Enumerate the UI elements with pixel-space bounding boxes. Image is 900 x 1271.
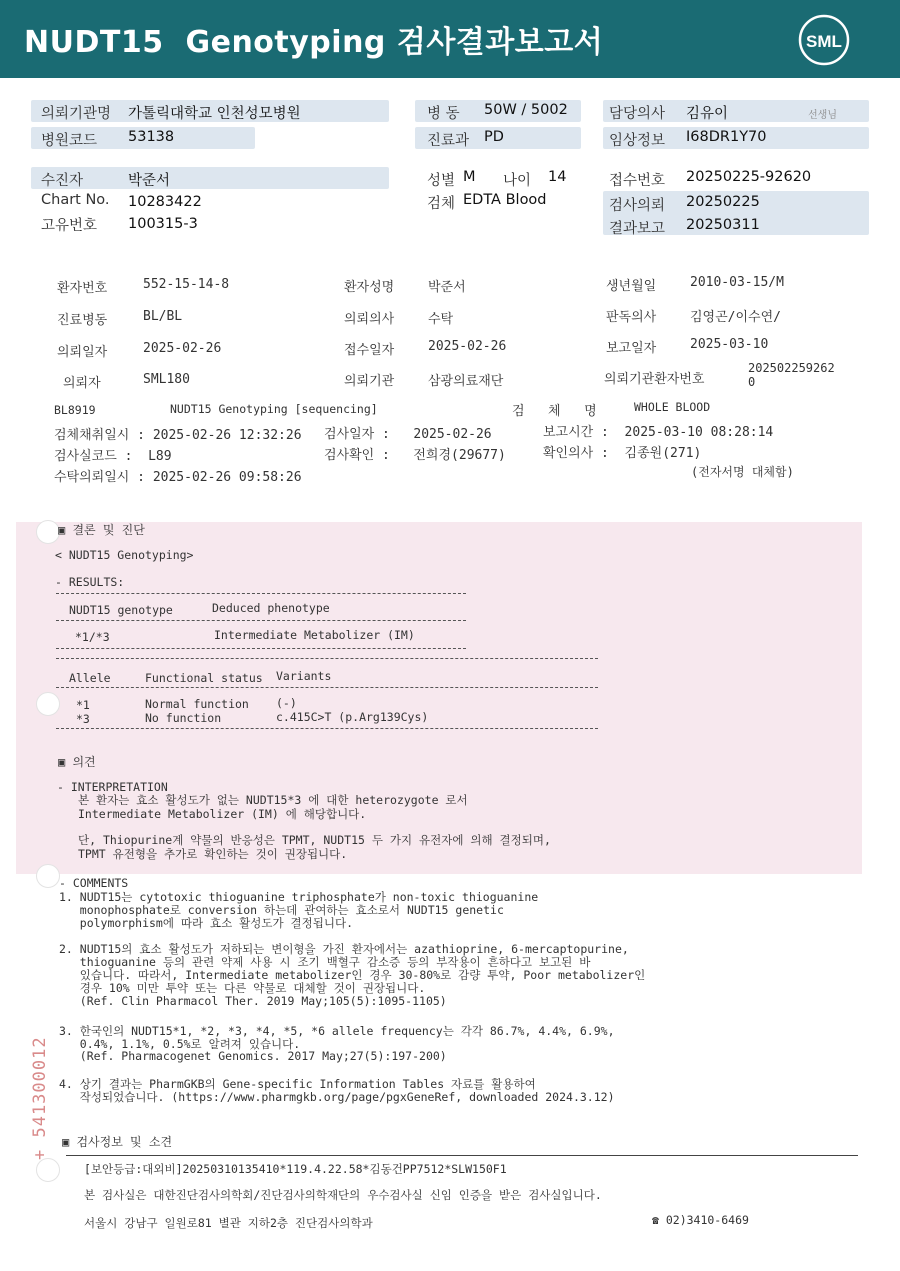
- ward-label: 병 동: [427, 106, 460, 122]
- pb-value: 2025-03-10: [690, 337, 769, 352]
- interpretation-line: Intermediate Metabolizer (IM) 에 해당합니다.: [78, 807, 367, 821]
- result-value: 20250311: [686, 217, 760, 233]
- address-line: 서울시 강남구 일원로81 별관 지하2층 진단검사의학과: [84, 1216, 373, 1230]
- pb-label: 의뢰의사: [344, 312, 395, 327]
- unique-label: 고유번호: [41, 218, 98, 234]
- sml-logo: [796, 12, 852, 68]
- test-name: NUDT15 Genotyping [sequencing]: [170, 402, 378, 416]
- phenotype-header: Deduced phenotype: [212, 601, 330, 615]
- receipt-no-value: 20250225-92620: [686, 169, 812, 185]
- clinical-label: 임상정보: [609, 133, 666, 149]
- function-value: No function: [145, 711, 222, 725]
- institution-label: 의뢰기관명: [41, 106, 112, 122]
- comment-line: 2. NUDT15의 효소 활성도가 저하되는 변이형을 가진 환자에서는 azathioprine, 6-mercaptopurine,: [59, 942, 629, 956]
- allele-value: *1: [76, 698, 90, 712]
- divider: [56, 648, 466, 649]
- field-bar: [31, 167, 389, 189]
- results-title: < NUDT15 Genotyping>: [55, 548, 194, 562]
- pb-label: 의뢰기관환자번호: [604, 372, 705, 387]
- pb-label: 의뢰자: [63, 376, 101, 391]
- esign-note: (전자서명 대체함): [691, 465, 794, 479]
- punch-hole: [36, 1158, 60, 1182]
- test-code: BL8919: [54, 403, 96, 417]
- variant-value: c.415C>T (p.Arg139Cys): [276, 710, 429, 724]
- logo-text: SML: [806, 32, 842, 51]
- specimen-label: 검체: [427, 196, 456, 212]
- collect-time: 검체채취일시 : 2025-02-26 12:32:26: [54, 428, 302, 443]
- room-code: 검사실코드 : L89: [54, 449, 172, 464]
- opinion-heading: ▣ 의견: [58, 755, 96, 769]
- comment-line: (Ref. Clin Pharmacol Ther. 2019 May;105(5):1095-1105): [59, 994, 447, 1008]
- request-label: 검사의뢰: [609, 198, 666, 214]
- unique-value: 100315-3: [128, 216, 198, 232]
- results-label: - RESULTS:: [55, 575, 125, 589]
- comment-line: thioguanine 등의 관련 약제 사용 시 조기 백혈구 감소증 등의 부작용이 흔하다고 보고된 바: [59, 955, 591, 969]
- hospital-code-value: 53138: [128, 129, 175, 145]
- pb-label: 접수일자: [344, 343, 395, 358]
- doctor-label: 담당의사: [609, 106, 666, 122]
- comment-line: polymorphism에 따라 효소 활성도가 결정됩니다.: [59, 916, 353, 930]
- results-heading: ▣ 결론 및 진단: [58, 523, 145, 537]
- receipt-no-label: 접수번호: [609, 173, 666, 189]
- comment-line: (Ref. Pharmacogenet Genomics. 2017 May;27(5):197-200): [59, 1049, 447, 1063]
- pb-value: SML180: [143, 372, 190, 387]
- pb-value: 삼광의료재단: [428, 374, 504, 389]
- institution-value: 가톨릭대학교 인천성모병원: [128, 106, 301, 122]
- dept-value: PD: [484, 129, 504, 145]
- sex-label: 성별: [427, 173, 456, 189]
- pb-value: 박준서: [428, 280, 466, 295]
- confirm-tech: 검사확인 : 전희경(29677): [324, 448, 506, 463]
- variant-value: (-): [276, 696, 297, 710]
- report-header: [0, 0, 900, 78]
- pb-value: 2025-02-26: [143, 341, 222, 356]
- age-label: 나이: [503, 173, 532, 189]
- doctor-value: 김유이: [686, 106, 729, 122]
- request-info: [0, 96, 900, 246]
- interpretation-label: - INTERPRETATION: [57, 780, 168, 794]
- sex-value: M: [463, 169, 476, 185]
- function-value: Normal function: [145, 697, 249, 711]
- pb-value: 수탁: [428, 312, 454, 327]
- pb-label: 진료병동: [57, 313, 108, 328]
- comment-line: 0.4%, 1.1%, 0.5%로 알려져 있습니다.: [59, 1037, 301, 1051]
- variants-header: Variants: [276, 669, 332, 683]
- vertical-stamp-number: + 541300012: [30, 1036, 50, 1160]
- punch-hole: [36, 520, 60, 544]
- divider: [56, 593, 466, 594]
- clinical-value: I68DR1Y70: [686, 129, 767, 145]
- comment-line: 4. 상기 결과는 PharmGKB의 Gene-specific Information Tables 자료를 활용하여: [59, 1077, 536, 1091]
- allele-header: Allele: [69, 671, 111, 685]
- divider: [56, 687, 598, 688]
- certification-line: 본 검사실은 대한진단검사의학회/진단검사의학재단의 우수검사실 신임 인증을 받은 검사실입니다.: [84, 1188, 602, 1202]
- doctor-suffix: 선생님: [808, 110, 837, 121]
- pb-label: 환자성명: [344, 280, 395, 295]
- specimen-value: EDTA Blood: [463, 192, 547, 208]
- pb-value: 2010-03-15/M: [690, 275, 784, 290]
- test-date: 검사일자 : 2025-02-26: [324, 427, 492, 442]
- age-value: 14: [548, 169, 567, 185]
- specimen-name: WHOLE BLOOD: [634, 400, 711, 414]
- pb-label: 환자번호: [57, 281, 108, 296]
- pb-label: 보고일자: [606, 341, 657, 356]
- ward-value: 50W / 5002: [484, 102, 568, 118]
- pb-value: 552-15-14-8: [143, 277, 230, 292]
- punch-hole: [36, 864, 60, 888]
- interpretation-line: TPMT 유전형을 추가로 확인하는 것이 권장됩니다.: [78, 847, 348, 861]
- genotype-value: *1/*3: [75, 630, 110, 644]
- hospital-code-label: 병원코드: [41, 133, 98, 149]
- comments-label: - COMMENTS: [59, 876, 129, 890]
- comment-line: 작성되었습니다. (https://www.pharmgkb.org/page/pgxGeneRef, downloaded 2024.3.12): [59, 1090, 615, 1104]
- phenotype-value: Intermediate Metabolizer (IM): [214, 628, 415, 642]
- punch-hole: [36, 692, 60, 716]
- pb-value: 김영곤/이수연/: [690, 310, 782, 325]
- genotype-header: NUDT15 genotype: [69, 603, 173, 617]
- interpretation-line: 단, Thiopurine계 약물의 반응성은 TPMT, NUDT15 두 가지 유전자에 의해 결정되며,: [78, 833, 551, 847]
- interpretation-line: 본 환자는 효소 활성도가 없는 NUDT15*3 에 대한 heterozygote 로서: [78, 793, 468, 807]
- divider: [56, 658, 598, 659]
- report-time: 보고시간 : 2025-03-10 08:28:14: [543, 425, 774, 440]
- chart-value: 10283422: [128, 194, 202, 210]
- patient-value: 박준서: [128, 173, 171, 189]
- security-line: [보안등급:대외비]20250310135410*119.4.22.58*김동건PP7512*SLW150F1: [84, 1162, 507, 1176]
- phone-line: ☎ 02)3410-6469: [652, 1213, 749, 1227]
- allele-value: *3: [76, 712, 90, 726]
- specimen-name-label: 검 체 명: [512, 404, 597, 419]
- dept-label: 진료과: [427, 133, 470, 149]
- divider: [56, 728, 598, 729]
- pb-value: 0: [748, 375, 756, 389]
- report-title: NUDT15 Genotyping 검사결과보고서: [24, 25, 604, 60]
- comment-line: 1. NUDT15는 cytotoxic thioguanine triphosphate가 non-toxic thioguanine: [59, 890, 539, 904]
- pb-label: 판독의사: [606, 310, 657, 325]
- chart-label: Chart No.: [41, 192, 110, 208]
- test-info-heading: ▣ 검사정보 및 소견: [62, 1135, 173, 1149]
- pb-label: 의뢰기관: [344, 374, 395, 389]
- pb-label: 생년월일: [606, 279, 657, 294]
- pb-value: 202502259262: [748, 361, 835, 375]
- comment-line: 3. 한국인의 NUDT15*1, *2, *3, *4, *5, *6 allele frequency는 각각 86.7%, 4.4%, 6.9%,: [59, 1024, 615, 1038]
- comment-line: monophosphate로 conversion 하는데 관여하는 효소로서 NUDT15 genetic: [59, 903, 504, 917]
- pb-label: 의뢰일자: [57, 345, 108, 360]
- patient-label: 수진자: [41, 173, 84, 189]
- divider: [56, 620, 466, 621]
- footer-rule: [66, 1155, 858, 1156]
- confirm-doctor: 확인의사 : 김종원(271): [543, 446, 702, 461]
- pb-value: BL/BL: [143, 309, 183, 324]
- comment-line: 있습니다. 따라서, Intermediate metabolizer인 경우 30-80%로 감량 투약, Poor metabolizer인: [59, 968, 646, 982]
- function-header: Functional status: [145, 671, 263, 685]
- request-value: 20250225: [686, 194, 760, 210]
- request-time: 수탁의뢰일시 : 2025-02-26 09:58:26: [54, 470, 302, 485]
- comment-line: 경우 10% 미만 투약 또는 다른 약물로 대체할 것이 권장됩니다.: [59, 981, 426, 995]
- pb-value: 2025-02-26: [428, 339, 507, 354]
- result-label: 결과보고: [609, 221, 666, 237]
